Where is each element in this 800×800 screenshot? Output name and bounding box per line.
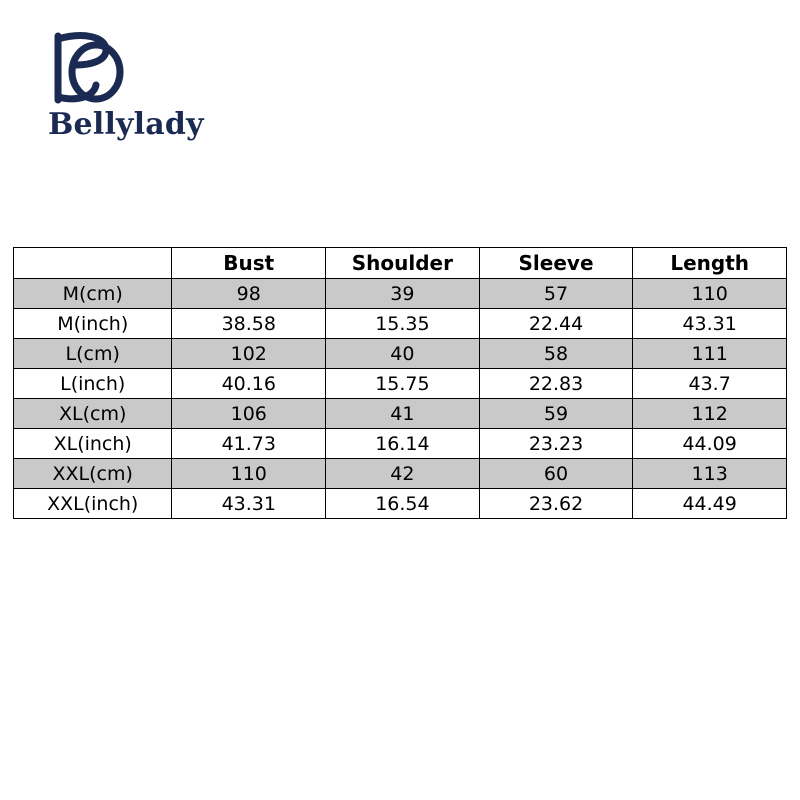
table-row <box>14 459 787 489</box>
cell-length: 43.31 <box>633 309 787 339</box>
header-cell-bust: Bust <box>172 248 326 279</box>
size-chart-body <box>14 279 787 519</box>
cell-length: 111 <box>633 339 787 369</box>
cell-bust: 110 <box>172 459 326 489</box>
table-row <box>14 279 787 309</box>
row-label: L(cm) <box>14 339 172 369</box>
row-label: L(inch) <box>14 369 172 399</box>
row-label: XXL(inch) <box>14 489 172 519</box>
cell-bust: 98 <box>172 279 326 309</box>
row-label: XL(cm) <box>14 399 172 429</box>
cell-sleeve: 23.23 <box>479 429 633 459</box>
row-label: XL(inch) <box>14 429 172 459</box>
cell-bust: 40.16 <box>172 369 326 399</box>
header-cell-shoulder: Shoulder <box>326 248 480 279</box>
header-cell-sleeve: Sleeve <box>479 248 633 279</box>
cell-sleeve: 23.62 <box>479 489 633 519</box>
cell-length: 112 <box>633 399 787 429</box>
row-label: XXL(cm) <box>14 459 172 489</box>
bellylady-monogram-icon <box>48 30 308 106</box>
cell-shoulder: 16.14 <box>326 429 480 459</box>
table-row <box>14 339 787 369</box>
row-label: M(inch) <box>14 309 172 339</box>
cell-length: 44.09 <box>633 429 787 459</box>
cell-length: 110 <box>633 279 787 309</box>
cell-shoulder: 39 <box>326 279 480 309</box>
cell-bust: 102 <box>172 339 326 369</box>
table-row <box>14 309 787 339</box>
cell-shoulder: 40 <box>326 339 480 369</box>
brand-block <box>48 30 308 140</box>
cell-sleeve: 59 <box>479 399 633 429</box>
header-cell-length: Length <box>633 248 787 279</box>
cell-shoulder: 16.54 <box>326 489 480 519</box>
table-row <box>14 429 787 459</box>
size-chart <box>13 247 787 519</box>
cell-sleeve: 22.83 <box>479 369 633 399</box>
cell-sleeve: 60 <box>479 459 633 489</box>
table-row <box>14 399 787 429</box>
cell-shoulder: 15.35 <box>326 309 480 339</box>
cell-shoulder: 15.75 <box>326 369 480 399</box>
cell-length: 113 <box>633 459 787 489</box>
table-header-row <box>14 248 787 279</box>
cell-sleeve: 57 <box>479 279 633 309</box>
cell-bust: 43.31 <box>172 489 326 519</box>
cell-bust: 41.73 <box>172 429 326 459</box>
brand-name: Bellylady <box>48 107 204 142</box>
table-row <box>14 489 787 519</box>
cell-bust: 38.58 <box>172 309 326 339</box>
cell-shoulder: 42 <box>326 459 480 489</box>
cell-bust: 106 <box>172 399 326 429</box>
cell-sleeve: 22.44 <box>479 309 633 339</box>
cell-length: 44.49 <box>633 489 787 519</box>
cell-shoulder: 41 <box>326 399 480 429</box>
size-chart-header <box>14 248 787 279</box>
cell-sleeve: 58 <box>479 339 633 369</box>
table-row <box>14 369 787 399</box>
header-cell-corner <box>14 248 172 279</box>
cell-length: 43.7 <box>633 369 787 399</box>
row-label: M(cm) <box>14 279 172 309</box>
size-chart-table <box>13 247 787 519</box>
